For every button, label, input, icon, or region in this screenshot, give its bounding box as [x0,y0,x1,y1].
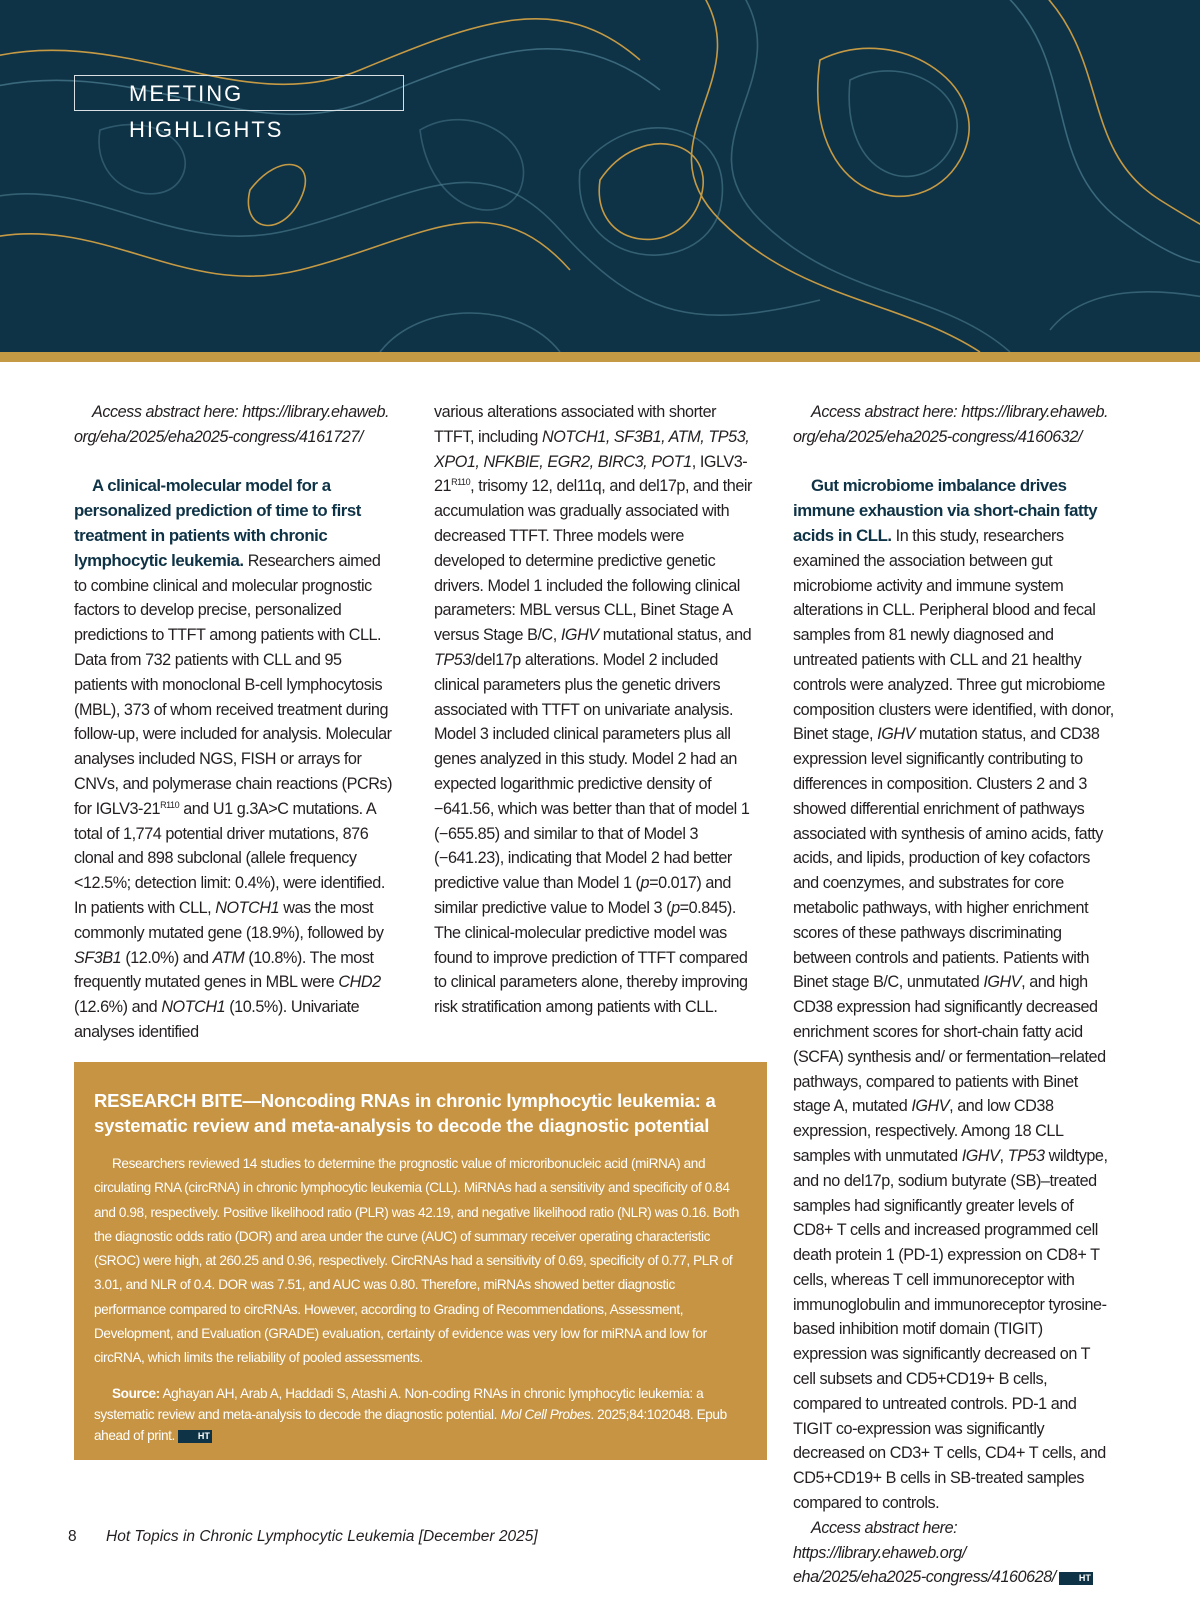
section-label: MEETING HIGHLIGHTS [74,75,404,111]
page-number: 8 [68,1528,77,1545]
page-footer [68,1528,538,1546]
column-1 [74,400,396,1045]
access-abstract-link[interactable]: Access abstract here: https://library.ehaweb. org/eha/2025/eha2025-congress/4161727/ [74,403,390,446]
access-abstract-link[interactable]: Access abstract here: https://library.ehaweb.org/ eha/2025/eha2025-congress/4160628/ HT [793,1518,1091,1587]
header-banner [0,0,1200,352]
article-1: A clinical-molecular model for a personalized prediction of time to first treatment in patients with chronic lymphocytic leukemia. Researchers aimed to combine clinical and molecular prognostic factors to develop precise, personalized predictions to TTFT among patients with CLL. Data from 732 patients with CLL and 95 patients with monoclonal B-cell lymphocytosis (MBL), 373 of whom received treatment during follow-up, were included for analysis. Molecular analyses included NGS, FISH or arrays for CNVs, and polymerase chain reactions (PCRs) for $IGLV3-21^{R110}$ and U1 g.3A>C mutations. A total of 1,774 potential driver mutations, 876 clonal and 898 subclonal (allele frequency <12.5%; detection limit: 0.4%), were identified. In patients with CLL, NOTCH1 was the most commonly mutated gene (18.9%), followed by SF3B1 (12.0%) and ATM (10.8%). The most frequently mutated genes in MBL were CHD2 (12.6%) and NOTCH1 (10.5%). Univariate analyses identified [74,476,393,1041]
column-2 [434,400,756,1020]
research-bite-body: Researchers reviewed 14 studies to determine the prognostic value of microribonucleic acid (miRNA) and circulating RNA (circRNA) in chronic lymphocytic leukemia (CLL). MiRNAs had a sensitivity and specificity of 0.84 and 0.98, respectively. Positive likelihood ratio (PLR) was 42.19, and negative likelihood ratio (NLR) was 0.16. Both the diagnostic odds ratio (DOR) and area under the curve (AUC) of summary receiver operating characteristic (SROC) were high, at 260.25 and 0.96, respectively. CircRNAs had a sensitivity of 0.69, specificity of 0.77, PLR of 3.01, and NLR of 0.4. DOR was 7.51, and AUC was 0.80. Therefore, miRNAs showed better diagnostic performance compared to circRNAs. However, according to Grading of Recommendations, Assessment, Development, and Evaluation (GRADE) evaluation, certainty of evidence was very low for miRNA and low for circRNA, which limits the reliability of pooled assessments. [94,1156,740,1366]
journal-title: Hot Topics in Chronic Lymphocytic Leukemia [December 2025] [106,1528,538,1545]
research-bite-title: RESEARCH BITE—Noncoding RNAs in chronic lymphocytic leukemia: a systematic review and meta-analysis to decode the diagnostic potential [94,1090,716,1136]
column-3 [793,400,1115,1590]
article-2: Gut microbiome imbalance drives immune exhaustion via short-chain fatty acids in CLL. In this study, researchers examined the association between gut microbiome activity and immune system alterations in CLL. Peripheral blood and fecal samples from 81 newly diagnosed and untreated patients with CLL and 21 healthy controls were analyzed. Three gut microbiome composition clusters were identified, with donor, Binet stage, IGHV mutation status, and CD38 expression level significantly contributing to differences in composition. Clusters 2 and 3 showed differential enrichment of pathways associated with synthesis of amino acids, fatty acids, and lipids, production of key cofactors and coenzymes, and substrates for core metabolic pathways, with higher enrichment scores of these pathways discriminating between controls and patients. Patients with Binet stage B/C, unmutated IGHV, and high CD38 expression had significantly decreased enrichment scores for short-chain fatty acid (SCFA) synthesis and/ or fermentation–related pathways, compared to patients with Binet stage A, mutated IGHV, and low CD38 expression, respectively. Among 18 CLL samples with unmutated IGHV, TP53 wildtype, and no del17p, sodium butyrate (SB)–treated samples had significantly greater levels of CD8+ T cells and increased programmed cell death protein 1 (PD-1) expression on CD8+ T cells, whereas T cell immunoreceptor with immunoglobulin and immunoreceptor tyrosine-based inhibition motif domain (TIGIT) expression was significantly decreased on T cell subsets and CD5+CD19+ B cells, compared to untreated controls. PD-1 and TIGIT co-expression was significantly decreased on CD3+ T cells, CD4+ T cells, and CD5+CD19+ B cells in SB-treated samples compared to controls. [793,476,1114,1513]
article-1-continued: various alterations associated with shorter TTFT, including NOTCH1, SF3B1, ATM, TP53, XPO1, NFKBIE, EGR2, BIRC3, POT1, $IGLV3-21^{R110}$, trisomy 12, del11q, and del17p, and their accumulation was gradually associated with decreased TTFT. Three models were developed to determine predictive genetic drivers. Model 1 included the following clinical parameters: MBL versus CLL, Binet Stage A versus Stage B/C, IGHV mutational status, and TP53/del17p alterations. Model 2 included clinical parameters plus the genetic drivers associated with TTFT on univariate analysis. Model 3 included clinical parameters plus all genes analyzed in this study. Model 2 had an expected logarithmic predictive density of −641.56, which was better than that of model 1 (−655.85) and similar to that of Model 3 (−641.23), indicating that Model 2 had better predictive value than Model 1 (p=0.017) and similar predictive value to Model 3 (p=0.845). The clinical-molecular predictive model was found to improve prediction of TTFT compared to clinical parameters alone, thereby improving risk stratification among patients with CLL. [434,403,752,1017]
header-divider [0,352,1200,362]
access-abstract-link[interactable]: Access abstract here: https://library.ehaweb. org/eha/2025/eha2025-congress/4160632/ [793,403,1109,446]
ht-logo-icon: HT [178,1430,212,1443]
research-bite-source: Source: Aghayan AH, Arab A, Haddadi S, Atashi A. Non-coding RNAs in chronic lymphocytic leukemia: a systematic review and meta-analysis to decode the diagnostic potential. Mol Cell Probes. 2025;84:102048. Epub ahead of print. HT [94,1385,727,1443]
ht-logo-icon: HT [1059,1572,1093,1585]
research-bite-box [74,1062,767,1460]
article-1-heading: A clinical-molecular model for a personalized prediction of time to first treatment in patients with chronic lymphocytic leukemia. [74,476,361,570]
topographic-pattern [0,0,1200,352]
article-2-heading: Gut microbiome imbalance drives immune exhaustion via short-chain fatty acids in CLL. [793,476,1098,545]
